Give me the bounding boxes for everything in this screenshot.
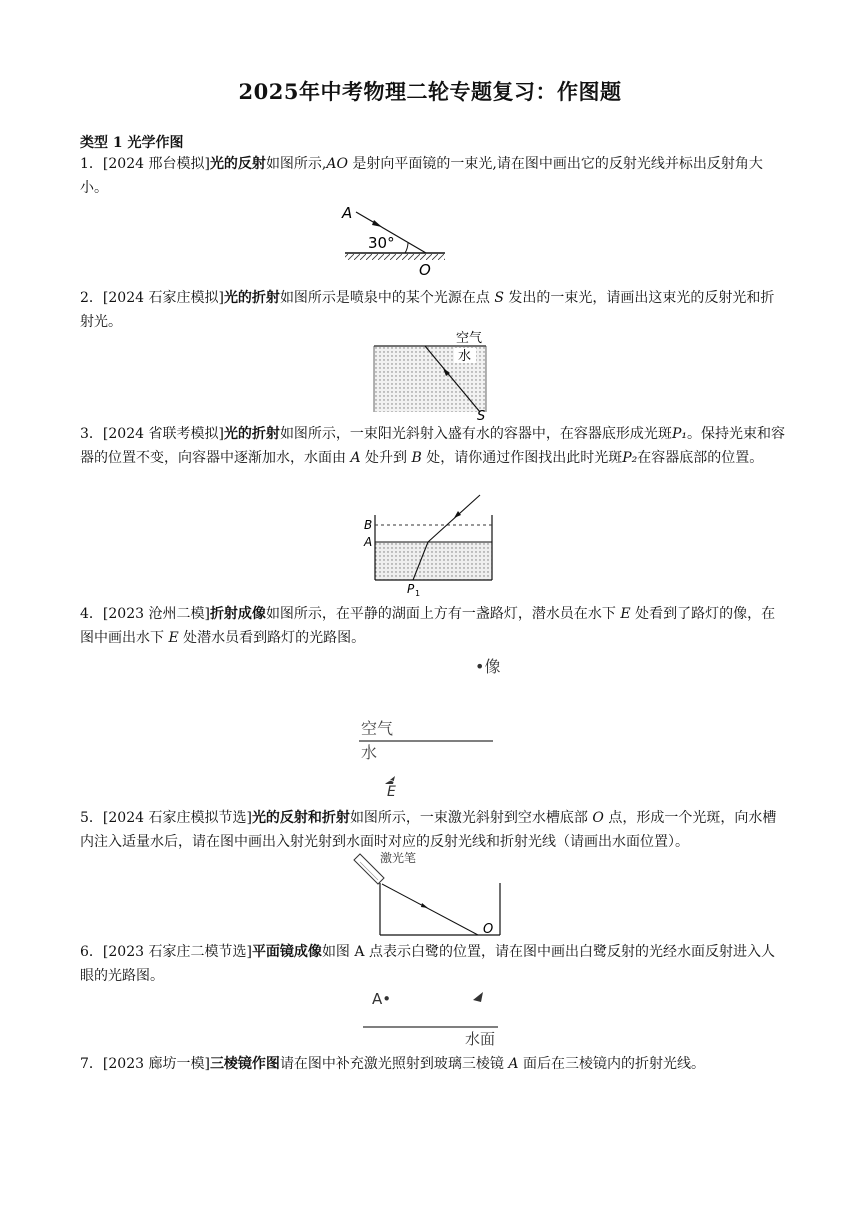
topic-tag: 光的反射和折射 — [251, 810, 350, 826]
figure-container-refraction — [358, 490, 498, 600]
question-6: 6．[2023 石家庄二模节选]平面镜成像如图 A 点表示白鹭的位置，请在图中画出白鹭反射的光经水面反射进入人眼的光路图。 — [80, 944, 775, 984]
page-title: 2025年中考物理二轮专题复习：作图题 — [238, 79, 622, 104]
figure-mirror-reflection — [330, 200, 460, 282]
figure-egret-reflection — [360, 982, 505, 1048]
figure-laser-tank — [348, 848, 508, 940]
label-water: 水 — [361, 743, 378, 762]
water-region — [375, 542, 492, 580]
label-angle: 30° — [368, 234, 395, 252]
laser-ray — [382, 884, 478, 935]
section-heading: 类型 1 光学作图 — [80, 135, 184, 151]
angle-arc — [405, 243, 408, 253]
label-air: 空气 — [361, 719, 394, 738]
topic-tag: 平面镜成像 — [251, 944, 322, 960]
label-b: B — [364, 518, 373, 532]
question-2: 2．[2024 石家庄模拟]光的折射如图所示是喷泉中的某个光源在点 S 发出的一束光，请画出这束光的反射光和折射光。 — [80, 290, 775, 330]
label-image: •像 — [475, 657, 500, 676]
ray-arrow — [372, 220, 382, 227]
question-7: 7．[2023 廊坊一模]三棱镜作图请在图中补充激光照射到玻璃三棱镜 A 面后在三棱镜内的折射光线。 — [80, 1056, 705, 1072]
label-s: S — [477, 409, 486, 422]
figure-fountain-light — [370, 330, 495, 422]
ray-arrow — [454, 511, 461, 518]
mirror-hatching — [345, 254, 445, 260]
label-p1-subscript: 1 — [415, 589, 421, 598]
label-laser-pen: 激光笔 — [380, 851, 417, 865]
topic-tag: 光的折射 — [223, 290, 280, 306]
question-5: 5．[2024 石家庄模拟节选]光的反射和折射如图所示，一束激光斜射到空水槽底部 O 点，形成一个光斑，向水槽内注入适量水后，请在图中画出入射光射到水面时对应的反射光线和折射光线（请画出水面位置）。 — [80, 810, 777, 850]
label-o: O — [419, 261, 431, 279]
label-water: 水 — [458, 349, 472, 364]
diver-eye-icon — [385, 776, 395, 784]
topic-tag: 光的折射 — [223, 426, 280, 442]
topic-tag: 折射成像 — [209, 606, 266, 622]
label-a: A — [364, 535, 373, 549]
eye-icon — [473, 992, 483, 1002]
question-3: 3．[2024 省联考模拟]光的折射如图所示，一束阳光斜射入盛有水的容器中，在容器底形成光斑P₁。保持光束和容器的位置不变，向容器中逐渐加水，水面由 A 处升到 B 处，请你通过作图找出此时光斑P₂在容器底部的位置。 — [80, 426, 785, 466]
label-a: A — [342, 204, 353, 222]
incident-ray — [428, 495, 480, 542]
topic-tag: 三棱镜作图 — [209, 1056, 280, 1072]
topic-tag: 光的反射 — [209, 156, 266, 172]
question-4: 4．[2023 沧州二模]折射成像如图所示，在平静的湖面上方有一盏路灯，潜水员在水下 E 处看到了路灯的像，在图中画出水下 E 处潜水员看到路灯的光路图。 — [80, 606, 776, 646]
label-p1: P — [407, 582, 415, 596]
question-1: 1．[2024 邢台模拟]光的反射如图所示,AO 是射向平面镜的一束光,请在图中画出它的反射光线并标出反射角大小。 — [80, 156, 763, 196]
label-air: 空气 — [456, 331, 483, 346]
label-e: E — [387, 784, 396, 800]
label-a: A• — [372, 990, 392, 1008]
figure-lake-lamp — [355, 652, 500, 800]
ray-arrow — [421, 903, 428, 908]
label-water-surface: 水面 — [465, 1030, 496, 1048]
label-o: O — [483, 922, 494, 937]
